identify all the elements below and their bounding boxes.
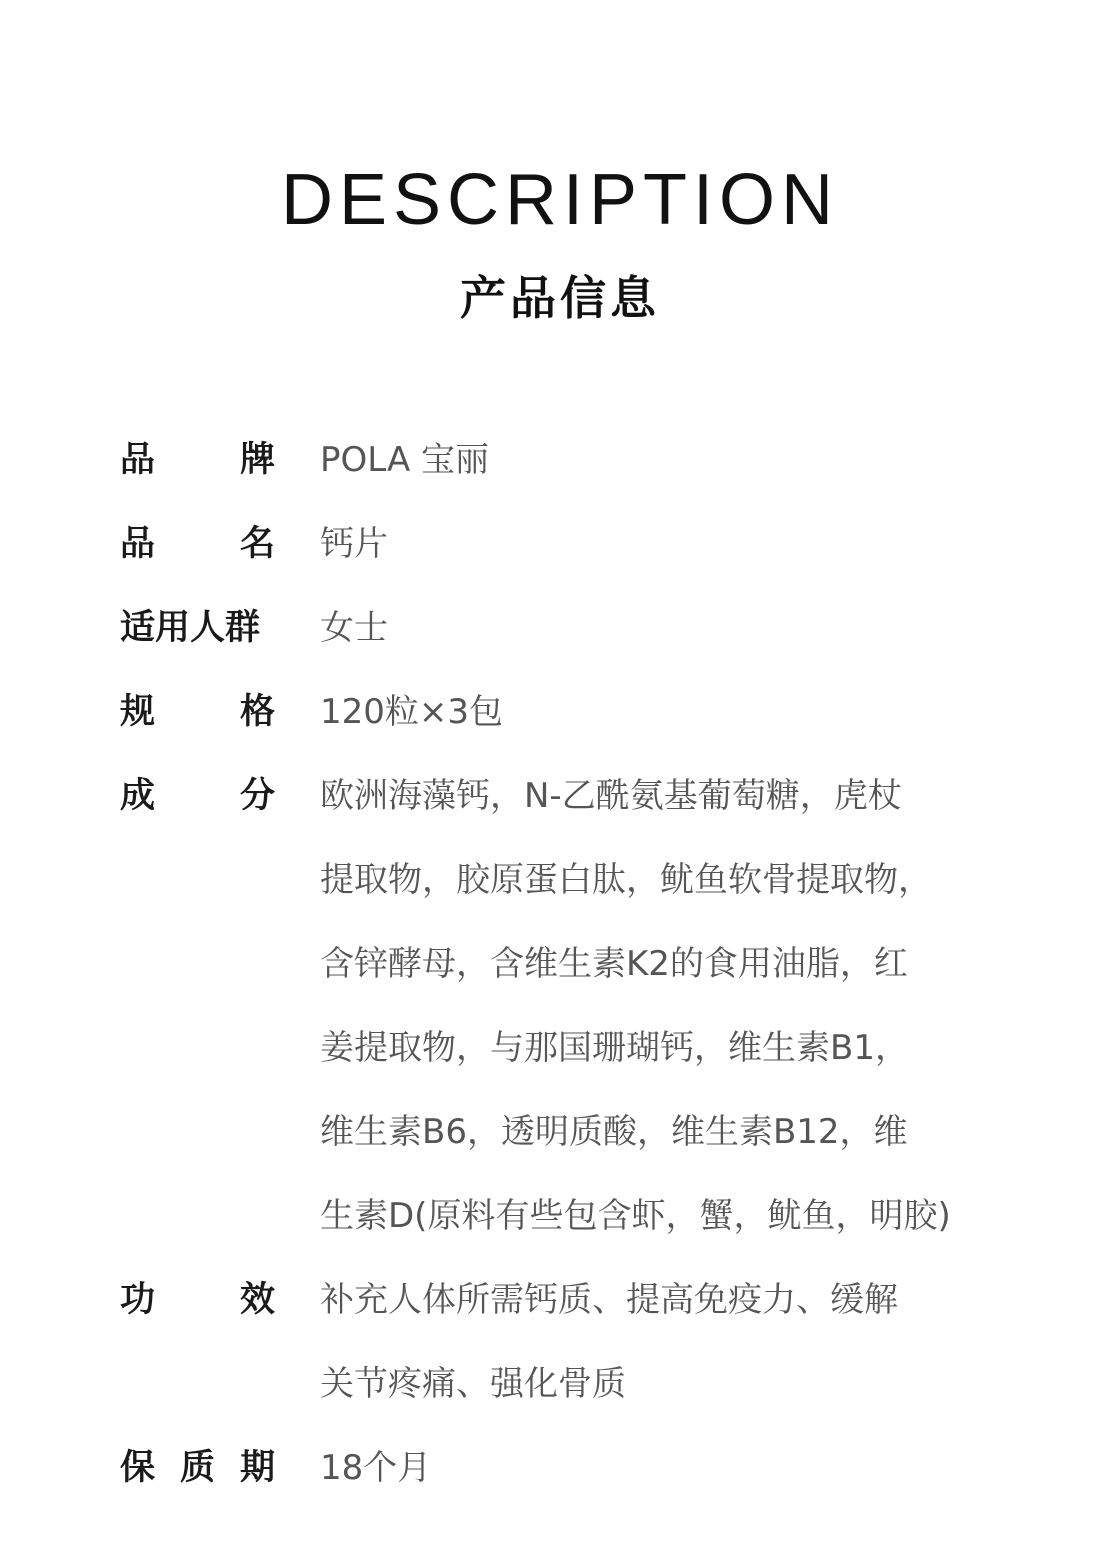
label-char: 功 [120,1280,156,1320]
value-brand [320,418,1060,502]
title-chinese: 产品信息 [460,271,660,325]
value-ingredients [320,754,1060,1258]
label-char: 规 [120,692,156,732]
value-line: 姜提取物，与那国珊瑚钙，维生素B1， [320,1028,909,1068]
label-char: 效 [239,1280,275,1320]
row-specification [120,670,1060,754]
row-brand [120,418,1060,502]
value-line: 女士 [320,608,388,648]
label-target-group [120,586,275,670]
row-efficacy [120,1258,1060,1426]
value-line: 钙片 [320,524,388,564]
value-line: POLA 宝丽 [320,440,490,480]
value-line: 欧洲海藻钙，N-乙酰氨基葡萄糖，虎杖 [320,776,902,816]
value-line: 补充人体所需钙质、提高免疫力、缓解 [320,1280,898,1320]
label-shelf-life [120,1426,275,1510]
value-line: 提取物，胶原蛋白肽，鱿鱼软骨提取物， [320,860,932,900]
label-char: 保 [120,1448,156,1488]
label-char: 牌 [239,440,275,480]
info-table [120,418,1060,1510]
value-product-name [320,502,1060,586]
value-line: 120粒×3包 [320,692,504,732]
label-char: 质 [179,1448,215,1488]
label-char: 成 [120,776,156,816]
label-product-name [120,502,275,586]
row-product-name [120,502,1060,586]
value-target-group [320,586,1060,670]
title-english: DESCRIPTION [280,160,840,240]
label-char: 名 [239,524,275,564]
label-char: 期 [239,1448,275,1488]
label-char: 品 [120,440,156,480]
label-ingredients [120,754,275,838]
label-specification [120,670,275,754]
label-text: 适用人群 [120,608,261,648]
label-char: 分 [239,776,275,816]
value-line: 生素D(原料有些包含虾，蟹，鱿鱼，明胶) [320,1196,951,1236]
value-efficacy [320,1258,1060,1426]
value-line: 含锌酵母，含维生素K2的食用油脂，红 [320,944,908,984]
row-shelf-life [120,1426,1060,1510]
value-specification [320,670,1060,754]
label-brand [120,418,275,502]
row-ingredients [120,754,1060,1258]
value-line: 18个月 [320,1448,432,1488]
label-efficacy [120,1258,275,1342]
value-shelf-life [320,1426,1060,1510]
label-char: 格 [239,692,275,732]
value-line: 维生素B6，透明质酸，维生素B12，维 [320,1112,908,1152]
row-target-group [120,586,1060,670]
label-char: 品 [120,524,156,564]
value-line: 关节疼痛、强化骨质 [320,1364,626,1404]
